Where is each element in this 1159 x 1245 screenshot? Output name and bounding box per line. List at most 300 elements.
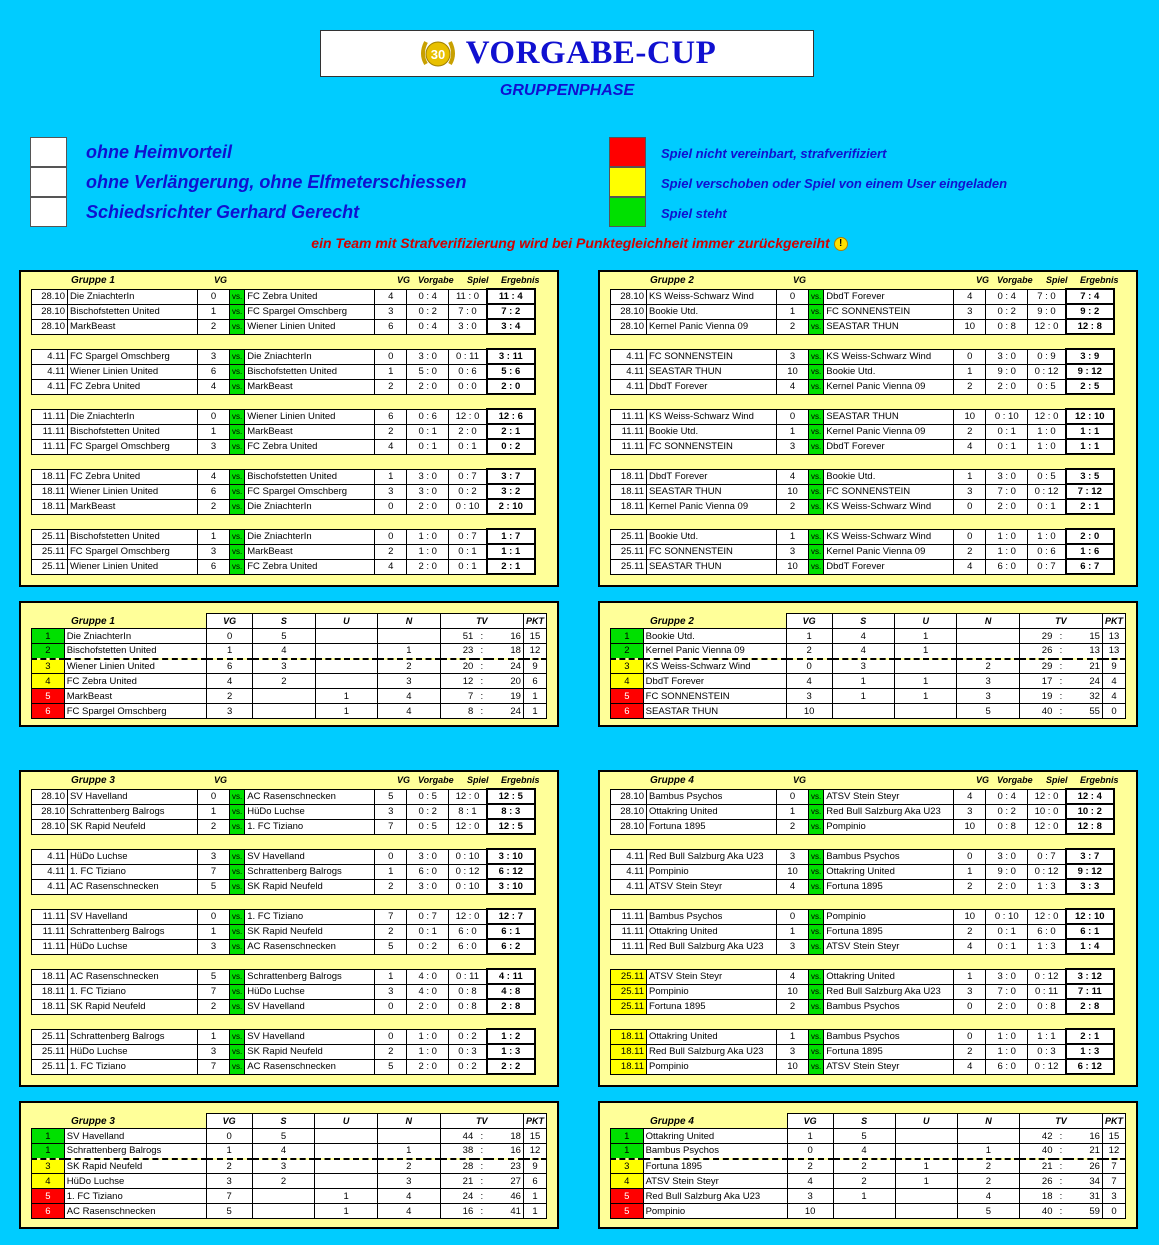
group-title: Gruppe 2	[650, 275, 694, 286]
vorgabe: 2 : 0	[986, 499, 1028, 514]
vs-label: vs.	[230, 469, 245, 484]
match-row	[611, 864, 1114, 879]
column-header: VG	[214, 775, 228, 785]
home-vg: 10	[777, 484, 809, 499]
points: 7	[1102, 1174, 1125, 1189]
team-vg: 1	[207, 644, 253, 659]
home-vg: 1	[777, 424, 809, 439]
match-date: 25.11	[611, 529, 647, 544]
away-vg: 4	[954, 939, 986, 954]
standings-row	[32, 674, 547, 689]
goals-sep: :	[475, 1129, 488, 1144]
match-date: 25.11	[32, 1044, 68, 1059]
draws	[315, 644, 378, 659]
column-header: Vorgabe	[997, 775, 1033, 785]
home-vg: 0	[198, 789, 230, 804]
vorgabe: 0 : 4	[407, 289, 449, 304]
ergebnis: 1 : 6	[1066, 544, 1114, 559]
rank-cell: 2	[32, 644, 65, 659]
away-team: FC SONNENSTEIN	[824, 484, 954, 499]
match-row	[611, 924, 1114, 939]
home-vg: 1	[198, 924, 230, 939]
ergebnis: 2 : 1	[1066, 1029, 1114, 1044]
team-name: Bookie Utd.	[643, 629, 786, 644]
away-team: Kernel Panic Vienna 09	[824, 379, 954, 394]
goals-against: 23	[488, 1159, 523, 1174]
ergebnis: 12 : 8	[1066, 819, 1114, 834]
standings-header	[611, 614, 1126, 629]
match-row	[32, 469, 535, 484]
goals-for: 24	[440, 1189, 475, 1204]
match-row	[32, 409, 535, 424]
rank-cell: 1	[32, 629, 65, 644]
team-name: HüDo Luchse	[64, 1174, 206, 1189]
draws: 1	[894, 644, 956, 659]
spiel: 0 : 12	[1028, 484, 1066, 499]
vorgabe: 0 : 1	[407, 924, 449, 939]
match-row	[611, 544, 1114, 559]
vorgabe: 1 : 0	[407, 529, 449, 544]
column-header	[643, 614, 786, 629]
vorgabe: 6 : 0	[407, 864, 449, 879]
draws	[315, 674, 378, 689]
points: 15	[1102, 1129, 1125, 1144]
vs-label: vs.	[230, 319, 245, 334]
match-row	[32, 349, 535, 364]
goals-for: 40	[1020, 1144, 1055, 1159]
draws: 1	[895, 1174, 957, 1189]
draws: 1	[895, 1159, 957, 1174]
away-vg: 2	[954, 544, 986, 559]
spiel: 12 : 0	[449, 909, 487, 924]
away-vg: 2	[375, 379, 407, 394]
losses: 3	[957, 674, 1019, 689]
goals-for: 23	[440, 644, 475, 659]
away-team: Die ZniachterIn	[245, 499, 375, 514]
spiel: 0 : 1	[449, 559, 487, 574]
vs-label: vs.	[230, 924, 245, 939]
points: 6	[523, 674, 546, 689]
losses: 4	[377, 1189, 440, 1204]
home-vg: 3	[777, 849, 809, 864]
away-vg: 2	[375, 1044, 407, 1059]
points: 3	[1102, 1189, 1125, 1204]
match-date: 11.11	[32, 424, 68, 439]
ergebnis: 3 : 3	[1066, 879, 1114, 894]
vorgabe: 3 : 0	[407, 349, 449, 364]
goals-sep: :	[1054, 1174, 1067, 1189]
away-vg: 2	[954, 879, 986, 894]
spiel: 0 : 10	[449, 499, 487, 514]
home-vg: 5	[198, 879, 230, 894]
wins: 3	[252, 1159, 315, 1174]
away-team: Kernel Panic Vienna 09	[824, 544, 954, 559]
vs-label: vs.	[809, 469, 824, 484]
losses: 4	[957, 1189, 1019, 1204]
goals-for: 42	[1020, 1129, 1055, 1144]
goals-for: 26	[1020, 1174, 1055, 1189]
match-date: 4.11	[32, 349, 68, 364]
match-row	[611, 319, 1114, 334]
points: 4	[1102, 674, 1125, 689]
ergebnis: 2 : 10	[487, 499, 535, 514]
match-date: 11.11	[32, 439, 68, 454]
draws	[315, 1159, 378, 1174]
spiel: 0 : 7	[449, 469, 487, 484]
draws: 1	[315, 1204, 378, 1219]
column-header: VG	[786, 614, 832, 629]
match-date: 18.11	[611, 1059, 647, 1074]
vorgabe: 2 : 0	[407, 379, 449, 394]
away-vg: 1	[375, 864, 407, 879]
spiel: 0 : 1	[1028, 499, 1066, 514]
home-vg: 1	[198, 304, 230, 319]
ergebnis: 3 : 10	[487, 849, 535, 864]
home-vg: 1	[777, 1029, 809, 1044]
draws	[315, 1129, 378, 1144]
column-header: S	[832, 614, 894, 629]
column-header: VG	[397, 275, 411, 285]
match-row	[32, 289, 535, 304]
rank-cell: 3	[611, 1159, 644, 1174]
team-vg: 6	[207, 659, 253, 674]
standings-row	[611, 644, 1126, 659]
match-date: 28.10	[32, 789, 68, 804]
match-panel	[598, 770, 1138, 1087]
ergebnis: 8 : 3	[487, 804, 535, 819]
column-header: VG	[214, 275, 228, 285]
standings-row	[32, 644, 547, 659]
match-table	[610, 288, 1115, 575]
away-team: SEASTAR THUN	[824, 319, 954, 334]
goals-against: 24	[488, 659, 523, 674]
team-vg: 0	[207, 629, 253, 644]
legend-swatch-yellow	[609, 167, 646, 197]
home-team: Red Bull Salzburg Aka U23	[647, 1044, 777, 1059]
away-team: MarkBeast	[245, 424, 375, 439]
losses	[377, 1129, 440, 1144]
home-vg: 1	[777, 304, 809, 319]
draws	[894, 659, 956, 674]
losses: 2	[957, 1174, 1019, 1189]
vorgabe: 0 : 1	[986, 424, 1028, 439]
away-team: Schrattenberg Balrogs	[245, 864, 375, 879]
goals-sep: :	[1054, 704, 1067, 719]
vs-label: vs.	[809, 319, 824, 334]
match-date: 25.11	[32, 559, 68, 574]
home-team: Fortuna 1895	[647, 999, 777, 1014]
home-team: Bookie Utd.	[647, 529, 777, 544]
away-team: Bambus Psychos	[824, 1029, 954, 1044]
vorgabe: 0 : 1	[407, 424, 449, 439]
away-team: 1. FC Tiziano	[245, 909, 375, 924]
spiel: 0 : 11	[449, 969, 487, 984]
ergebnis: 3 : 7	[1066, 849, 1114, 864]
match-row	[32, 1059, 535, 1074]
ergebnis: 3 : 2	[487, 484, 535, 499]
vs-label: vs.	[809, 879, 824, 894]
spiel: 1 : 0	[1028, 439, 1066, 454]
vorgabe: 3 : 0	[407, 484, 449, 499]
goals-for: 40	[1019, 704, 1054, 719]
goals-against: 13	[1067, 644, 1102, 659]
ergebnis: 12 : 5	[487, 819, 535, 834]
rank-cell: 6	[32, 1204, 65, 1219]
wins	[833, 1204, 895, 1219]
home-vg: 1	[777, 804, 809, 819]
team-name: DbdT Forever	[643, 674, 786, 689]
match-row	[32, 999, 535, 1014]
away-vg: 2	[954, 924, 986, 939]
match-row	[611, 469, 1114, 484]
goals-against: 21	[1068, 1144, 1103, 1159]
match-date: 18.11	[32, 469, 68, 484]
page-title: VORGABE-CUP	[465, 35, 717, 71]
away-team: KS Weiss-Schwarz Wind	[824, 349, 954, 364]
goals-for: 21	[1020, 1159, 1055, 1174]
ergebnis: 7 : 11	[1066, 984, 1114, 999]
legend-text: Spiel verschoben oder Spiel von einem User eingeladen	[661, 176, 1008, 191]
match-date: 25.11	[32, 1029, 68, 1044]
ergebnis: 1 : 3	[487, 1044, 535, 1059]
wins: 1	[832, 674, 894, 689]
draws: 1	[894, 674, 956, 689]
away-team: Pompinio	[824, 819, 954, 834]
match-row	[611, 304, 1114, 319]
goals-sep: :	[475, 659, 488, 674]
home-team: FC SONNENSTEIN	[647, 544, 777, 559]
rank-cell: 5	[611, 1189, 644, 1204]
home-vg: 5	[198, 969, 230, 984]
team-name: Pompinio	[643, 1204, 787, 1219]
away-team: Kernel Panic Vienna 09	[824, 424, 954, 439]
standings-row	[32, 1174, 547, 1189]
goals-against: 46	[488, 1189, 523, 1204]
ergebnis: 3 : 11	[487, 349, 535, 364]
home-team: FC Spargel Omschberg	[68, 544, 198, 559]
home-team: FC Zebra United	[68, 469, 198, 484]
vs-label: vs.	[809, 939, 824, 954]
match-row	[611, 349, 1114, 364]
wins: 2	[833, 1159, 895, 1174]
away-vg: 2	[375, 924, 407, 939]
home-vg: 4	[777, 879, 809, 894]
column-header: U	[315, 1114, 378, 1129]
draws: 1	[315, 1189, 378, 1204]
match-date: 4.11	[611, 864, 647, 879]
column-header	[643, 1114, 787, 1129]
rank-cell: 6	[32, 704, 65, 719]
away-vg: 0	[375, 849, 407, 864]
home-team: AC Rasenschnecken	[68, 969, 198, 984]
column-header: Ergebnis	[1080, 275, 1119, 285]
goals-for: 8	[440, 704, 475, 719]
home-vg: 10	[777, 364, 809, 379]
goals-sep: :	[1054, 1144, 1067, 1159]
home-vg: 10	[777, 559, 809, 574]
standings-row	[32, 1189, 547, 1204]
away-team: Pompinio	[824, 909, 954, 924]
home-team: Die ZniachterIn	[68, 409, 198, 424]
team-name: ATSV Stein Steyr	[643, 1174, 787, 1189]
vorgabe: 6 : 0	[986, 559, 1028, 574]
vs-label: vs.	[809, 1029, 824, 1044]
column-header: TV	[440, 1114, 523, 1129]
points: 12	[1102, 1144, 1125, 1159]
draws	[895, 1204, 957, 1219]
match-date: 28.10	[32, 289, 68, 304]
team-name: SV Havelland	[64, 1129, 206, 1144]
match-date: 18.11	[611, 469, 647, 484]
home-vg: 2	[777, 819, 809, 834]
points: 15	[523, 629, 546, 644]
wins: 5	[833, 1129, 895, 1144]
rank-cell: 5	[32, 689, 65, 704]
rank-cell: 2	[611, 644, 644, 659]
legend-text: Spiel nicht vereinbart, strafverifiziert	[661, 146, 887, 161]
home-vg: 3	[198, 849, 230, 864]
away-vg: 0	[375, 499, 407, 514]
wins: 4	[253, 644, 315, 659]
away-vg: 0	[954, 1029, 986, 1044]
goals-for: 28	[440, 1159, 475, 1174]
points: 1	[523, 1189, 546, 1204]
away-vg: 0	[954, 999, 986, 1014]
match-date: 25.11	[32, 544, 68, 559]
home-team: SK Rapid Neufeld	[68, 819, 198, 834]
vorgabe: 0 : 10	[986, 909, 1028, 924]
away-team: DbdT Forever	[824, 559, 954, 574]
match-row	[611, 1059, 1114, 1074]
home-team: Ottakring United	[647, 1029, 777, 1044]
vs-label: vs.	[809, 1044, 824, 1059]
standings-table	[31, 613, 547, 719]
away-team: Fortuna 1895	[824, 879, 954, 894]
vorgabe: 1 : 0	[986, 544, 1028, 559]
home-vg: 7	[198, 984, 230, 999]
away-vg: 3	[375, 304, 407, 319]
home-vg: 3	[777, 939, 809, 954]
away-vg: 3	[375, 804, 407, 819]
match-date: 11.11	[611, 424, 647, 439]
spiel: 7 : 0	[449, 304, 487, 319]
vs-label: vs.	[809, 789, 824, 804]
anniversary-laurel-icon	[418, 34, 458, 74]
home-team: 1. FC Tiziano	[68, 984, 198, 999]
away-vg: 2	[375, 424, 407, 439]
match-date: 18.11	[32, 499, 68, 514]
away-vg: 1	[954, 864, 986, 879]
home-team: MarkBeast	[68, 319, 198, 334]
away-team: AC Rasenschnecken	[245, 939, 375, 954]
spiel: 0 : 0	[449, 379, 487, 394]
away-team: AC Rasenschnecken	[245, 1059, 375, 1074]
spiel: 1 : 3	[1028, 879, 1066, 894]
away-vg: 1	[375, 469, 407, 484]
spiel: 6 : 0	[449, 939, 487, 954]
column-header	[611, 614, 644, 629]
home-vg: 0	[777, 909, 809, 924]
vs-label: vs.	[230, 789, 245, 804]
losses: 3	[377, 1174, 440, 1189]
home-vg: 1	[777, 529, 809, 544]
vorgabe: 0 : 5	[407, 789, 449, 804]
spiel: 8 : 1	[449, 804, 487, 819]
home-team: ATSV Stein Steyr	[647, 879, 777, 894]
away-vg: 5	[375, 789, 407, 804]
away-team: KS Weiss-Schwarz Wind	[824, 499, 954, 514]
ergebnis: 1 : 3	[1066, 1044, 1114, 1059]
warning-note	[0, 235, 1159, 251]
points: 9	[1102, 659, 1125, 674]
legend-text: ohne Heimvorteil	[86, 142, 233, 162]
wins: 2	[252, 1174, 315, 1189]
match-row	[32, 819, 535, 834]
column-header: U	[894, 614, 956, 629]
losses	[957, 644, 1019, 659]
vorgabe: 2 : 0	[407, 499, 449, 514]
away-vg: 6	[375, 319, 407, 334]
standings-header	[32, 1114, 547, 1129]
goals-sep: :	[475, 1144, 488, 1159]
away-vg: 3	[954, 804, 986, 819]
ergebnis: 4 : 11	[487, 969, 535, 984]
match-date: 11.11	[611, 924, 647, 939]
vs-label: vs.	[809, 849, 824, 864]
home-vg: 1	[198, 804, 230, 819]
vs-label: vs.	[809, 424, 824, 439]
away-vg: 0	[954, 499, 986, 514]
away-vg: 10	[954, 409, 986, 424]
ergebnis: 9 : 12	[1066, 864, 1114, 879]
wins: 1	[833, 1189, 895, 1204]
goals-against: 21	[1067, 659, 1102, 674]
vorgabe: 4 : 0	[407, 984, 449, 999]
home-team: Schrattenberg Balrogs	[68, 924, 198, 939]
team-vg: 2	[206, 1159, 252, 1174]
losses: 2	[957, 1159, 1019, 1174]
home-vg: 2	[777, 499, 809, 514]
points: 1	[523, 704, 546, 719]
team-vg: 0	[787, 1144, 833, 1159]
goals-for: 40	[1020, 1204, 1055, 1219]
home-team: Schrattenberg Balrogs	[68, 804, 198, 819]
home-vg: 7	[198, 864, 230, 879]
match-row	[32, 789, 535, 804]
spiel: 12 : 0	[1028, 909, 1066, 924]
match-date: 4.11	[611, 349, 647, 364]
match-date: 28.10	[32, 804, 68, 819]
points: 1	[523, 689, 546, 704]
goals-against: 16	[488, 1144, 523, 1159]
team-name: Bambus Psychos	[643, 1144, 787, 1159]
home-team: AC Rasenschnecken	[68, 879, 198, 894]
rank-cell: 3	[32, 659, 65, 674]
goals-against: 18	[488, 1129, 523, 1144]
goals-for: 29	[1019, 659, 1054, 674]
home-vg: 0	[777, 789, 809, 804]
match-date: 28.10	[611, 289, 647, 304]
ergebnis: 3 : 10	[487, 879, 535, 894]
vs-label: vs.	[809, 819, 824, 834]
draws	[895, 1189, 957, 1204]
ergebnis: 9 : 2	[1066, 304, 1114, 319]
group-title: Gruppe 1	[71, 275, 115, 286]
ergebnis: 12 : 8	[1066, 319, 1114, 334]
match-date: 11.11	[611, 439, 647, 454]
goals-sep: :	[475, 689, 488, 704]
spiel: 1 : 0	[1028, 424, 1066, 439]
